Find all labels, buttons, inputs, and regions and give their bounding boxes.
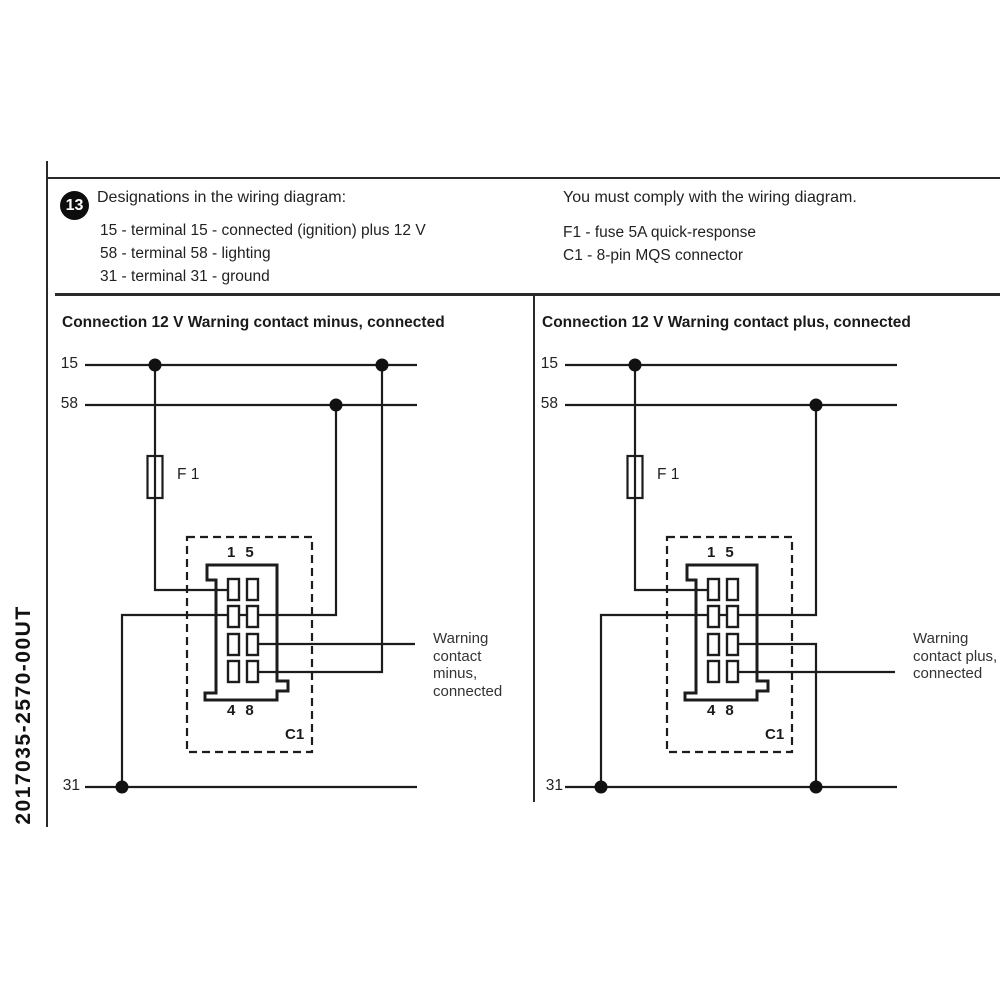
connector-pins: [708, 579, 738, 682]
pin-cavity: [228, 661, 239, 682]
connector-label: C1: [285, 726, 305, 743]
bus-label-15: 15: [60, 355, 78, 372]
pin-number-8: 8: [725, 702, 734, 719]
output-label-plus: Warning contact plus, connected: [913, 630, 998, 682]
pin-numbers-bottom: [707, 702, 734, 719]
junction-dots: [116, 359, 389, 794]
pin-number-4: 4: [227, 702, 236, 719]
junction-dot: [149, 359, 162, 372]
document-number: 2017035-2570-00UT: [12, 605, 35, 825]
junction-dot: [810, 399, 823, 412]
fuse-label: F 1: [657, 466, 680, 483]
pin-numbers-top: [707, 544, 734, 561]
junction-dot: [330, 399, 343, 412]
diagram-minus: [85, 359, 417, 794]
bus-label-58: 58: [60, 395, 78, 412]
pin-cavity: [708, 661, 719, 682]
component-connector-c1: C1 - 8-pin MQS connector: [563, 247, 744, 264]
pin-numbers-bottom: [227, 702, 254, 719]
pin-cavity: [247, 634, 258, 655]
pin-cavity: [727, 606, 738, 627]
designation-terminal-58: 58 - terminal 58 - lighting: [100, 245, 271, 262]
bus-label-15: 15: [540, 355, 558, 372]
pin-number-8: 8: [245, 702, 254, 719]
junction-dot: [376, 359, 389, 372]
pin-number-5: 5: [245, 544, 254, 561]
comply-note: You must comply with the wiring diagram.: [563, 189, 857, 206]
pin-number-4: 4: [707, 702, 716, 719]
designation-terminal-31: 31 - terminal 31 - ground: [100, 268, 270, 285]
pin-cavity: [228, 634, 239, 655]
pin-cavity: [228, 579, 239, 600]
pin-cavity: [708, 579, 719, 600]
pin-cavity: [247, 661, 258, 682]
pin-cavity: [247, 606, 258, 627]
pin-number-5: 5: [725, 544, 734, 561]
junction-dot: [810, 781, 823, 794]
junction-dot: [629, 359, 642, 372]
pin-cavity: [247, 579, 258, 600]
bus-label-31: 31: [545, 777, 563, 794]
bus-label-58: 58: [540, 395, 558, 412]
pin-cavity: [727, 661, 738, 682]
panel-title-minus: Connection 12 V Warning contact minus, connected: [62, 314, 445, 331]
panel-title-plus: Connection 12 V Warning contact plus, connected: [542, 314, 911, 331]
connector-label: C1: [765, 726, 785, 743]
pin-number-1: 1: [227, 544, 236, 561]
junction-dots: [595, 359, 823, 794]
component-fuse-f1: F1 - fuse 5A quick-response: [563, 224, 756, 241]
junction-dot: [116, 781, 129, 794]
pin-cavity: [727, 634, 738, 655]
output-label-minus: Warning contact minus, connected: [433, 630, 503, 700]
pin-cavity: [228, 606, 239, 627]
note-number-badge: 13: [60, 191, 89, 220]
pin-cavity: [727, 579, 738, 600]
pin-cavity: [708, 606, 719, 627]
junction-dot: [595, 781, 608, 794]
designations-title: Designations in the wiring diagram:: [97, 189, 347, 206]
connector-pins: [228, 579, 258, 682]
pin-number-1: 1: [707, 544, 716, 561]
fuse-label: F 1: [177, 466, 200, 483]
pin-cavity: [708, 634, 719, 655]
bus-label-31: 31: [62, 777, 80, 794]
designation-terminal-15: 15 - terminal 15 - connected (ignition) plus 12 V: [100, 222, 426, 239]
diagram-plus: [565, 359, 897, 794]
pin-numbers-top: [227, 544, 254, 561]
ground-feed-wire: [738, 644, 816, 787]
